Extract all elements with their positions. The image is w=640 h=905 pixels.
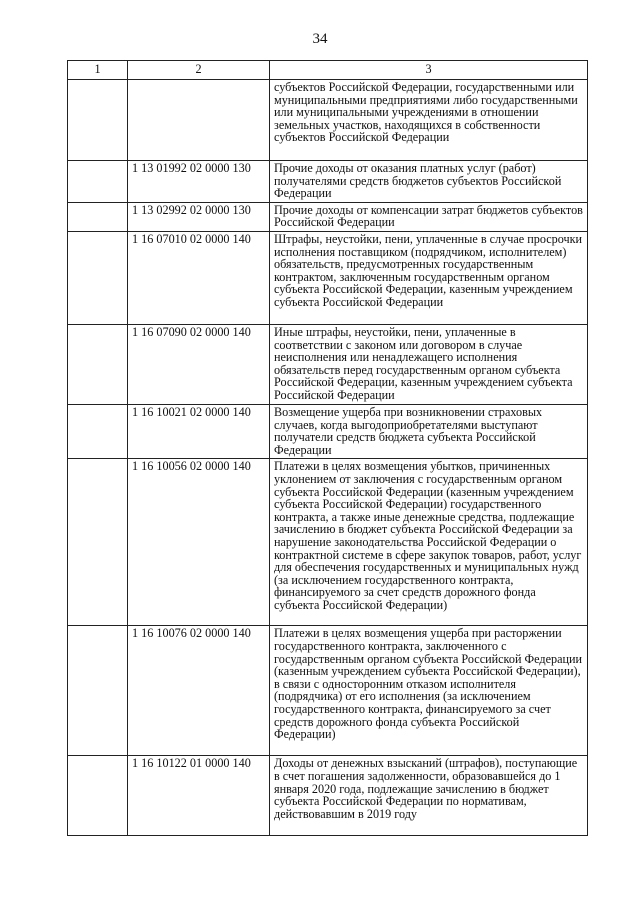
cell-col-1: [68, 459, 128, 626]
cell-code: 1 16 10076 02 0000 140: [128, 626, 270, 756]
revenue-codes-table: [67, 60, 588, 836]
cell-description: Платежи в целях возмещения убытков, причиненных уклонением от заключения с государственным органом субъекта Российской Федерации (казенным учреждением субъекта Российской Федерации) государственного контракта, а также иные денежные средства, подлежащие зачислению в бюджет субъекта Российской Федерации за нарушение законодательства Российской Федерации о контрактной системе в сфере закупок товаров, работ, услуг для обеспечения государственных и муниципальных нужд (за исключением государственного контракта, финансируемого за счет средств дорожного фонда субъекта Российской Федерации): [270, 459, 588, 626]
cell-col-1: [68, 756, 128, 836]
cell-description: Прочие доходы от компенсации затрат бюджетов субъектов Российской Федерации: [270, 202, 588, 231]
table-row: [68, 756, 588, 836]
cell-description: субъектов Российской Федерации, государственными или муниципальными предприятиями либо государственными или муниципальными учреждениями в отношении земельных участков, находящихся в собственности субъектов Российской Федерации: [270, 80, 588, 161]
cell-col-1: [68, 80, 128, 161]
cell-col-1: [68, 161, 128, 203]
cell-description: Платежи в целях возмещения ущерба при расторжении государственного контракта, заключенного с государственным органом субъекта Российской Федерации (казенным учреждением субъекта Российской Федерации), в связи с односторонним отказом исполнителя (подрядчика) от его исполнения (за исключением государственного контракта, финансируемого за счет средств дорожного фонда субъекта Российской Федерации): [270, 626, 588, 756]
header-col-1: 1: [68, 61, 128, 80]
cell-col-1: [68, 231, 128, 324]
cell-col-1: [68, 404, 128, 458]
cell-code: 1 13 01992 02 0000 130: [128, 161, 270, 203]
cell-col-1: [68, 202, 128, 231]
cell-col-1: [68, 324, 128, 404]
page-number: 34: [312, 31, 328, 47]
cell-code: [128, 80, 270, 161]
header-col-2: 2: [128, 61, 270, 80]
table-row: [68, 404, 588, 458]
cell-description: Доходы от денежных взысканий (штрафов), поступающие в счет погашения задолженности, образовавшейся до 1 января 2020 года, подлежащие зачислению в бюджет субъекта Российской Федерации по нормативам, действовавшим в 2019 году: [270, 756, 588, 836]
cell-code: 1 13 02992 02 0000 130: [128, 202, 270, 231]
table-row: [68, 161, 588, 203]
table-row: [68, 459, 588, 626]
cell-code: 1 16 10122 01 0000 140: [128, 756, 270, 836]
table-row: [68, 626, 588, 756]
cell-code: 1 16 07090 02 0000 140: [128, 324, 270, 404]
cell-code: 1 16 10056 02 0000 140: [128, 459, 270, 626]
cell-code: 1 16 07010 02 0000 140: [128, 231, 270, 324]
cell-code: 1 16 10021 02 0000 140: [128, 404, 270, 458]
cell-description: Прочие доходы от оказания платных услуг (работ) получателями средств бюджетов субъектов Российской Федерации: [270, 161, 588, 203]
cell-col-1: [68, 626, 128, 756]
cell-description: Возмещение ущерба при возникновении страховых случаев, когда выгодоприобретателями выступают получатели средств бюджета субъекта Российской Федерации: [270, 404, 588, 458]
table-row: [68, 80, 588, 161]
header-col-3: 3: [270, 61, 588, 80]
cell-description: Штрафы, неустойки, пени, уплаченные в случае просрочки исполнения поставщиком (подрядчиком, исполнителем) обязательств, предусмотренных государственным контрактом, заключенным государственным органом субъекта Российской Федерации, казенным учреждением субъекта Российской Федерации: [270, 231, 588, 324]
cell-description: Иные штрафы, неустойки, пени, уплаченные в соответствии с законом или договором в случае неисполнения или ненадлежащего исполнения обязательств перед государственным органом субъекта Российской Федерации, казенным учреждением субъекта Российской Федерации: [270, 324, 588, 404]
table-row: [68, 231, 588, 324]
table-row: [68, 324, 588, 404]
table-row: [68, 202, 588, 231]
table-header-row: [68, 61, 588, 80]
